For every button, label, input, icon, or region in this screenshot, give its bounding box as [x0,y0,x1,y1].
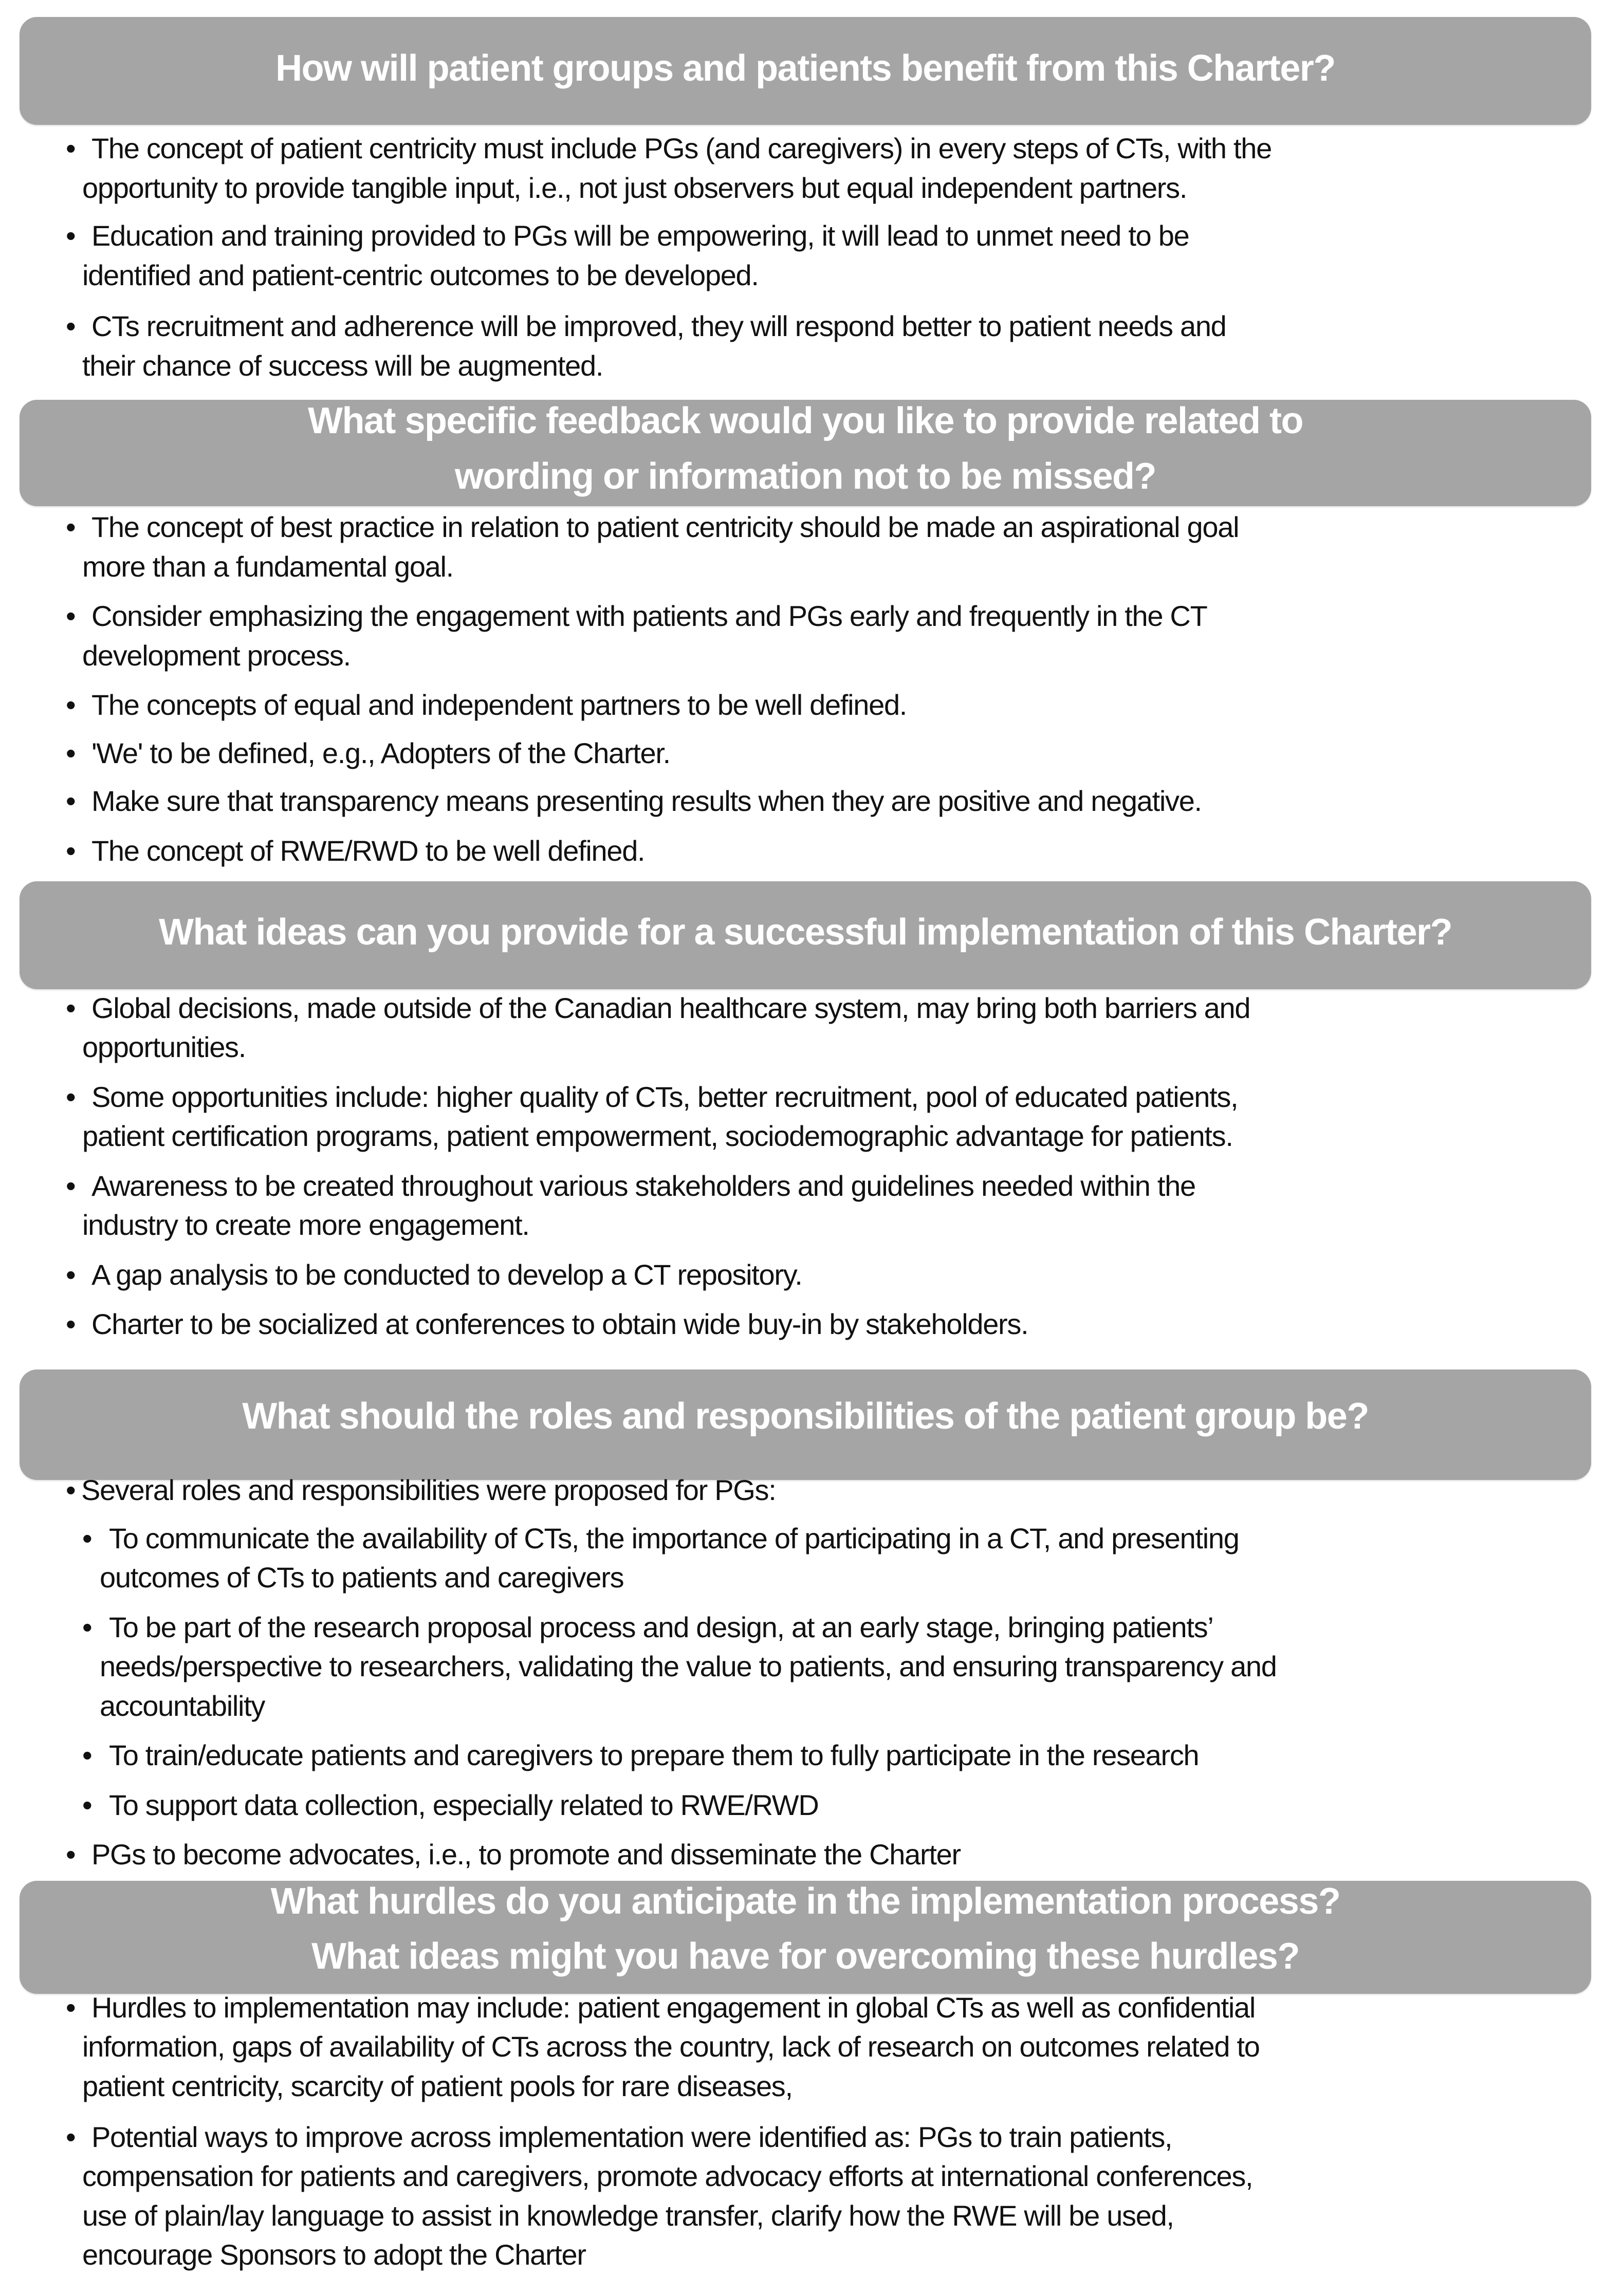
bullet-text: accountability [100,1690,265,1722]
bullet-text: To communicate the availability of CTs, the importance of participating in a CT, and presenting [109,1522,1239,1554]
bullet-text: Hurdles to implementation may include: patient engagement in global CTs as well as confidential [91,1991,1256,2024]
bullet-text: needs/perspective to researchers, validating the value to patients, and ensuring transparency and [100,1650,1277,1682]
bullet-text: Several roles and responsibilities were proposed for PGs: [81,1474,776,1506]
bullet-text: patient certification programs, patient empowerment, sociodemographic advantage for patients. [82,1120,1233,1152]
bullet-icon: • [82,1522,93,1554]
bullet-text: PGs to become advocates, i.e., to promote and disseminate the Charter [91,1838,961,1871]
section-heading-benefits [20,17,1591,125]
bullet-text: development process. [82,639,351,672]
section-heading-roles [20,1369,1591,1480]
heading-line: What specific feedback would you like to provide related to [308,400,1303,441]
bullet-text: compensation for patients and caregivers, promote advocacy efforts at international conferences, [82,2160,1253,2192]
bullet-text: Education and training provided to PGs will be empowering, it will lead to unmet need to be [91,219,1189,252]
bullet-text: 'We' to be defined, e.g., Adopters of the Charter. [91,737,670,769]
bullet-text: industry to create more engagement. [82,1209,529,1241]
bullet-text: The concept of best practice in relation to patient centricity should be made an aspirational goal [91,511,1239,543]
bullet-text: To support data collection, especially related to RWE/RWD [109,1789,819,1821]
bullet-icon: • [66,1170,76,1202]
bullet-icon: • [66,992,76,1024]
heading-line: What should the roles and responsibilities of the patient group be? [242,1396,1369,1437]
bullet-icon: • [66,1081,76,1113]
bullet-text: Global decisions, made outside of the Canadian healthcare system, may bring both barriers and [91,992,1250,1024]
bullet-icon: • [82,1611,93,1643]
heading-line: wording or information not to be missed? [455,456,1156,497]
heading-line: What ideas might you have for overcoming these hurdles? [311,1936,1299,1977]
bullet-text: encourage Sponsors to adopt the Charter [82,2238,586,2271]
heading-line: What hurdles do you anticipate in the implementation process? [270,1881,1340,1922]
bullet-text: opportunity to provide tangible input, i.e., not just observers but equal independent partners. [82,172,1187,204]
bullet-icon: • [82,1739,93,1771]
section-heading-hurdles [20,1881,1591,1994]
bullet-icon: • [66,132,76,164]
heading-line: What ideas can you provide for a successful implementation of this Charter? [158,912,1452,953]
bullet-icon: • [66,835,76,867]
bullet-icon: • [66,1991,76,2024]
bullet-text: Make sure that transparency means presenting results when they are positive and negative. [91,785,1202,817]
bullet-text: their chance of success will be augmented. [82,349,603,382]
bullet-text: opportunities. [82,1031,246,1063]
bullet-text: Some opportunities include: higher quality of CTs, better recruitment, pool of educated patients, [91,1081,1238,1113]
bullet-text: Consider emphasizing the engagement with patients and PGs early and frequently in the CT [91,600,1207,632]
bullet-text: To be part of the research proposal process and design, at an early stage, bringing patients’ [109,1611,1213,1643]
section-heading-implementation-ideas [20,881,1591,989]
section-heading-feedback [20,400,1591,506]
bullet-text: The concept of patient centricity must include PGs (and caregivers) in every steps of CTs, with the [91,132,1272,164]
bullet-text: use of plain/lay language to assist in knowledge transfer, clarify how the RWE will be used, [82,2199,1174,2232]
bullet-icon: • [66,310,76,342]
bullet-icon: • [82,1789,93,1821]
bullet-icon: • [66,689,76,721]
bullet-icon: • [66,1258,76,1291]
bullet-icon: • [66,219,76,252]
bullet-text: A gap analysis to be conducted to develop a CT repository. [91,1258,802,1291]
bullet-icon: • [66,511,76,543]
bullet-text: outcomes of CTs to patients and caregivers [100,1561,624,1594]
bullet-text: information, gaps of availability of CTs across the country, lack of research on outcomes related to [82,2030,1260,2063]
bullet-icon: • [66,2121,76,2153]
bullet-text: Awareness to be created throughout various stakeholders and guidelines needed within the [91,1170,1195,1202]
bullet-icon: • [66,1474,76,1506]
bullet-text: identified and patient-centric outcomes to be developed. [82,259,759,291]
bullet-text: Charter to be socialized at conferences to obtain wide buy-in by stakeholders. [91,1308,1028,1340]
bullet-icon: • [66,1308,76,1340]
bullet-icon: • [66,785,76,817]
bullet-text: The concepts of equal and independent partners to be well defined. [91,689,907,721]
bullet-icon: • [66,1838,76,1871]
bullet-text: patient centricity, scarcity of patient pools for rare diseases, [82,2070,793,2102]
bullet-icon: • [66,600,76,632]
bullet-text: more than a fundamental goal. [82,550,453,583]
bullet-text: The concept of RWE/RWD to be well defined. [91,835,645,867]
bullet-icon: • [66,737,76,769]
bullet-text: Potential ways to improve across implementation were identified as: PGs to train patients, [91,2121,1172,2153]
heading-line: How will patient groups and patients benefit from this Charter? [275,48,1335,89]
bullet-text: CTs recruitment and adherence will be improved, they will respond better to patient needs and [91,310,1226,342]
bullet-text: To train/educate patients and caregivers to prepare them to fully participate in the research [109,1739,1199,1771]
